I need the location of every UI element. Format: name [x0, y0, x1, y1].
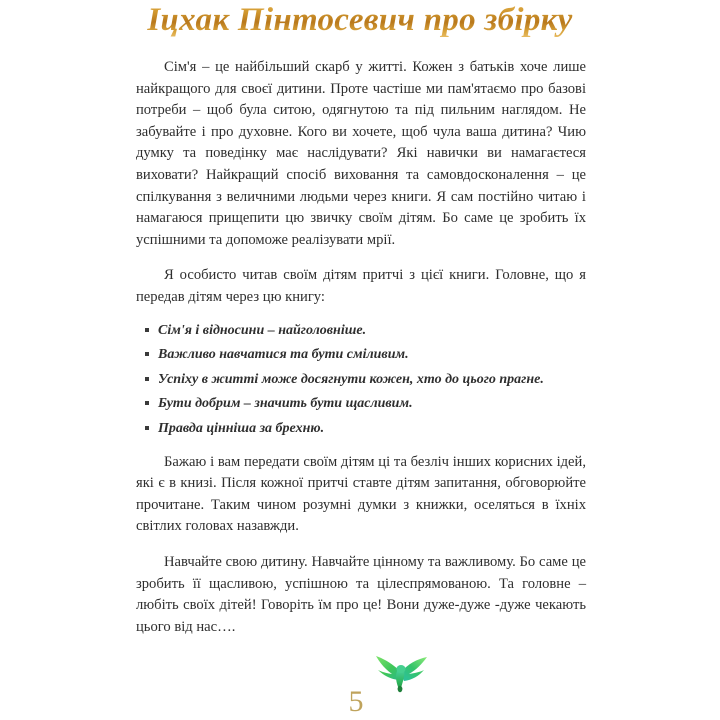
- list-item-label: Важливо навчатися та бути сміливим.: [158, 347, 409, 363]
- bullet-icon: [145, 377, 149, 381]
- list-item: [136, 419, 586, 438]
- list-item: [136, 370, 586, 389]
- page-body: [136, 57, 586, 652]
- paragraph-lead-in: Я особисто читав своїм дітям притчі з цієї книги. Головне, що я передав дітям через цю книгу:: [136, 267, 586, 305]
- paragraph-closing: Навчайте свою дитину. Навчайте цінному та важливому. Бо саме це зробить її щасливою, успішною та цілеспрямованою. Та головне – любіть своїх дітей! Говоріть їм про це! Вони дуже-дуже -дуже чекають цього від нас….: [136, 553, 586, 635]
- list-item-label: Бути добрим – значить бути щасливим.: [158, 396, 413, 412]
- bullet-icon: [145, 401, 149, 405]
- list-item-label: Сім'я і відносини – найголовніше.: [158, 322, 367, 338]
- page-title: Іцхак Пінтосевич про збірку: [147, 2, 573, 38]
- bullet-icon: [145, 352, 149, 356]
- bullet-icon: [145, 328, 149, 332]
- page-number: [0, 686, 720, 718]
- key-points-list: [136, 321, 586, 438]
- bullet-icon: [145, 426, 149, 430]
- list-item-label: Правда цінніша за брехню.: [158, 420, 325, 436]
- list-item: [136, 394, 586, 413]
- list-item: [136, 321, 586, 340]
- list-item-label: Успіху в житті може досягнути кожен, хто до цього прагне.: [158, 371, 544, 387]
- page-number-value: 5: [348, 685, 364, 718]
- page-title-container: [0, 0, 720, 46]
- paragraph-wish: Бажаю і вам передати своїм дітям ці та безліч інших корисних ідей, які є в книзі. Після кожної притчі ставте дітям запитання, обговорюйте прочитане. Таким чином розумні думки з книжки, оселяться в їхніх світлих головах назавжди.: [136, 453, 586, 535]
- list-item: [136, 345, 586, 364]
- paragraph-intro: Сім'я – це найбільший скарб у житті. Кожен з батьків хоче лише найкращого для своєї дитини. Проте частіше ми пам'ятаємо про базові потреби – щоб була ситою, одягнутою та під пильним наглядом. Не забувайте і про духовне. Кого ви хочете, щоб чула ваша дитина? Чию думку та поведінку має наслідувати? Які навички ви намагаєтеся виховати? Найкращий спосіб виховання та самовдосконалення – це спілкування з величними людьми через книги. Я сам постійно читаю і намагаюся прищепити цю звичку своїм дітям. Бо саме це зробить їх успішними та допоможе реалізувати мрії.: [136, 59, 586, 248]
